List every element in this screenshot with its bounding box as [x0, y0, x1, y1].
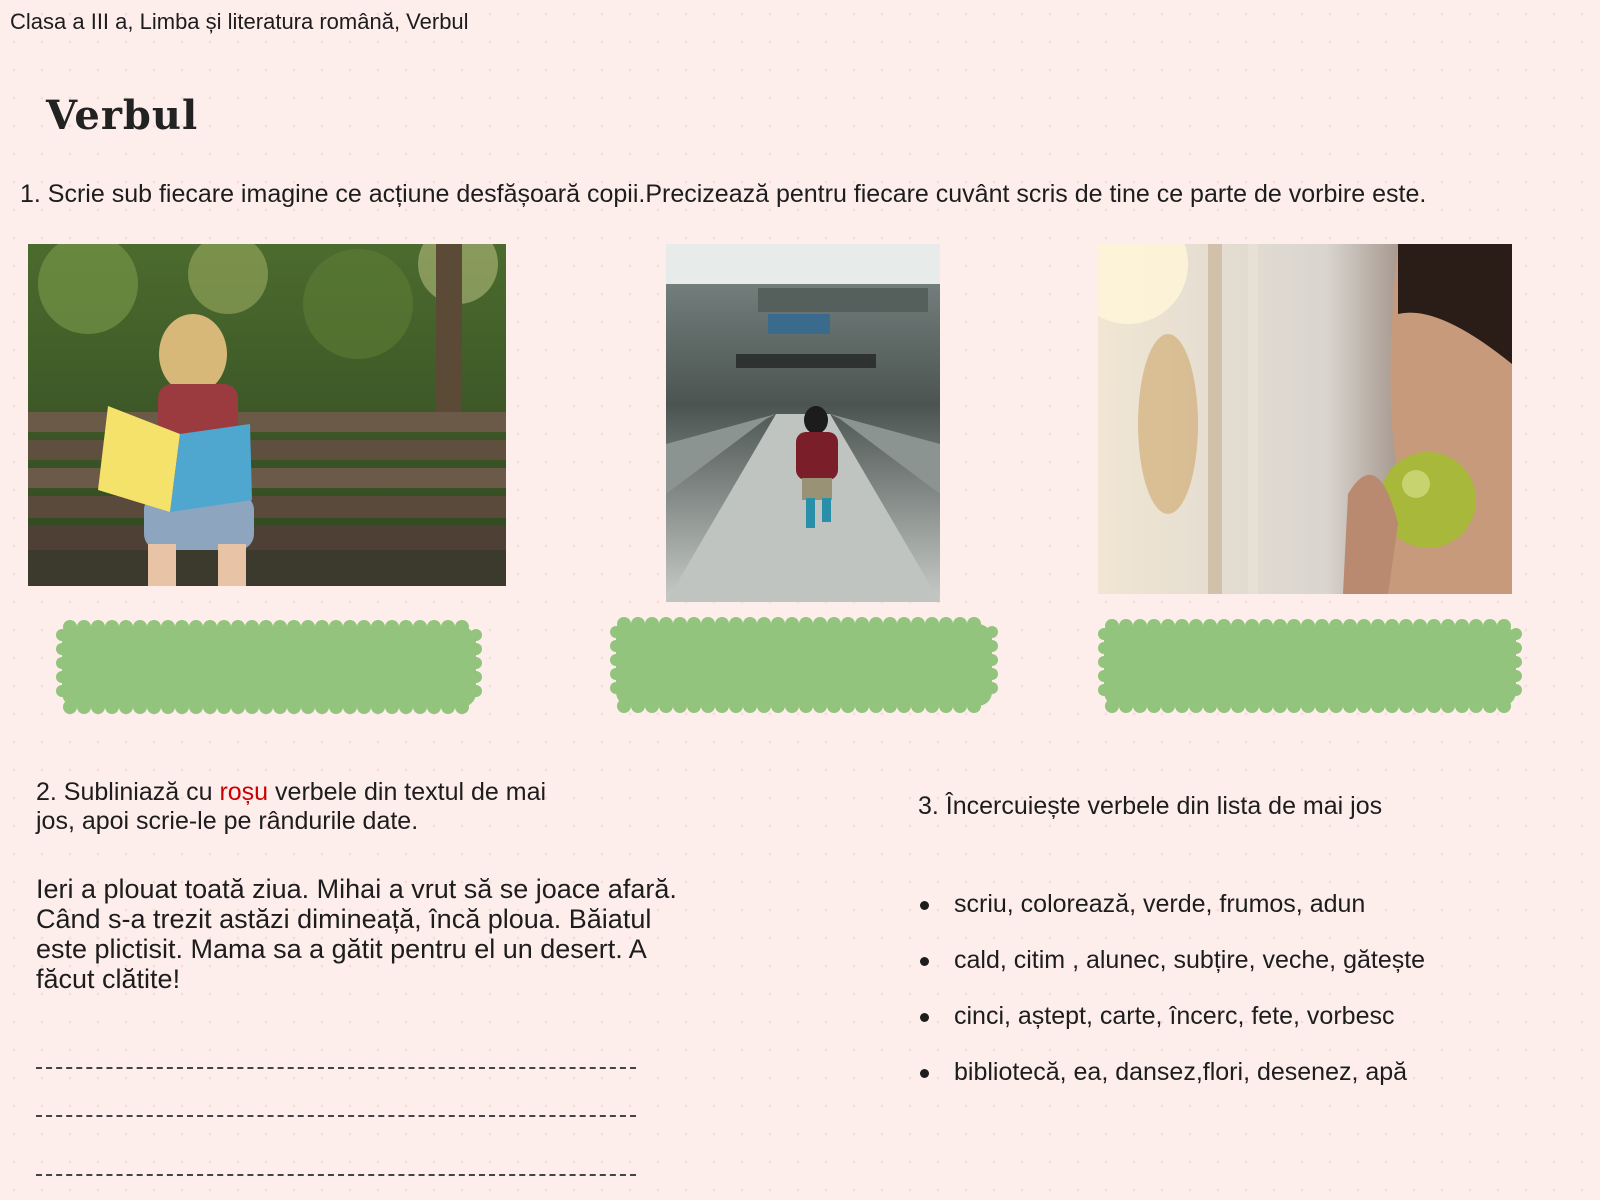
- answer-line-1[interactable]: [36, 1067, 636, 1069]
- list-item[interactable]: [918, 1058, 1425, 1114]
- red-color-word: roșu: [219, 778, 269, 806]
- verb-word-list: [918, 890, 1425, 1114]
- list-item-text: scriu, colorează, verde, frumos, adun: [954, 890, 1366, 918]
- child-eating-apple-photo: [1098, 244, 1512, 594]
- answer-box-2[interactable]: [616, 624, 992, 706]
- list-item[interactable]: [918, 890, 1425, 946]
- instruction-text: verbele din textul de mai jos, apoi scrie-le pe rândurile date.: [36, 778, 547, 835]
- worksheet-header: Clasa a III a, Limba și literatura română, Verbul: [10, 9, 469, 34]
- answer-box-3[interactable]: [1104, 626, 1516, 706]
- bullet-icon: [920, 1069, 929, 1078]
- page-title: Verbul: [46, 92, 199, 139]
- bullet-icon: [920, 901, 929, 910]
- answer-box-1[interactable]: [62, 627, 476, 707]
- child-reading-on-bench-photo: [28, 244, 506, 586]
- answer-line-2[interactable]: [36, 1115, 636, 1117]
- child-running-in-airport-photo: [666, 244, 940, 602]
- exercise-3-instruction: 3. Încercuiește verbele din lista de mai jos: [918, 792, 1383, 820]
- exercise-2-text: Ieri a plouat toată ziua. Mihai a vrut să se joace afară. Când s-a trezit astăzi dimineață, încă ploua. Băiatul este plictisit. Mama sa a gătit pentru el un desert. A făcut clătite!: [36, 874, 677, 994]
- exercise-2-instruction: [36, 778, 576, 836]
- exercise-1-instruction: 1. Scrie sub fiecare imagine ce acțiune desfășoară copii.Precizează pentru fiecare cuvânt scris de tine ce parte de vorbire este.: [20, 180, 1427, 208]
- list-item-text: cinci, aștept, carte, încerc, fete, vorbesc: [954, 1002, 1395, 1030]
- list-item-text: bibliotecă, ea, dansez,flori, desenez, apă: [954, 1058, 1408, 1086]
- bullet-icon: [920, 957, 929, 966]
- list-item[interactable]: [918, 1002, 1425, 1058]
- instruction-text: 2. Subliniază cu: [36, 778, 220, 806]
- bullet-icon: [920, 1013, 929, 1022]
- list-item[interactable]: [918, 946, 1425, 1002]
- list-item-text: cald, citim , alunec, subțire, veche, gătește: [954, 946, 1426, 974]
- answer-line-3[interactable]: [36, 1174, 636, 1176]
